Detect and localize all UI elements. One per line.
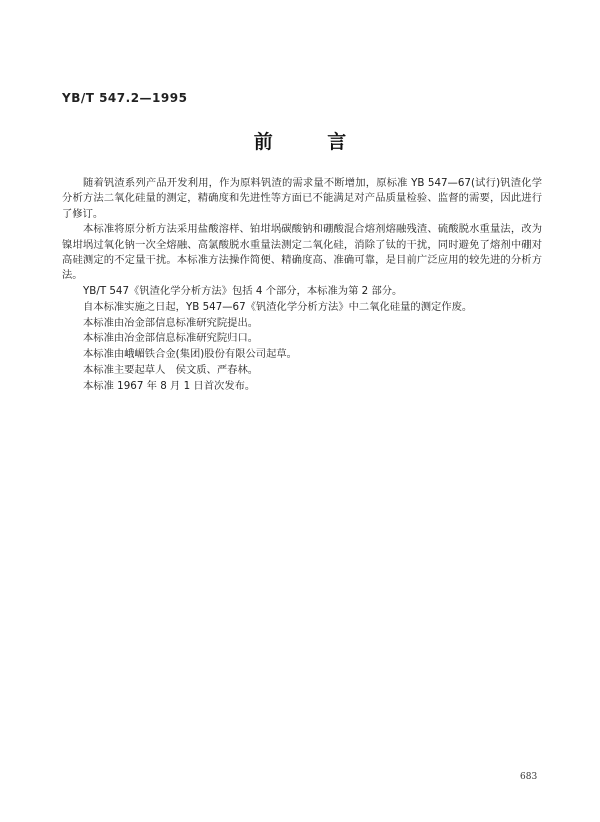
paragraph: 本标准由峨嵋铁合金(集团)股份有限公司起草。 bbox=[83, 348, 297, 361]
paragraph: 本标准 1967 年 8 月 1 日首次发布。 bbox=[83, 379, 256, 392]
paragraph: 随着钒渣系列产品开发利用，作为原料钒渣的需求量不断增加，原标准 YB 547—67(试行)钒渣化学分析方法二氧化硅量的测定，精确度和先进性等方面已不能满足对产品质量检验、监督的需要，因此进行了修订。 bbox=[62, 177, 542, 220]
page-number: 683 bbox=[520, 772, 538, 782]
paragraph: YB/T 547《钒渣化学分析方法》包括 4 个部分，本标准为第 2 部分。 bbox=[83, 285, 403, 298]
paragraph: 本标准由冶金部信息标准研究院提出。 bbox=[83, 316, 259, 329]
paragraph: 本标准将原分析方法采用盐酸溶样、铂坩埚碳酸钠和硼酸混合熔剂熔融残渣、硫酸脱水重量法，改为镍坩埚过氧化钠一次全熔融、高氯酸脱水重量法测定二氧化硅，消除了钛的干扰，同时避免了熔剂中硼对高硅测定的不定量干扰。本标准方法操作简便、精确度高、准确可靠，是目前广泛应用的较先进的分析方法。 bbox=[62, 223, 542, 282]
page-title: 前 言 bbox=[253, 131, 371, 153]
standard-code: YB/T 547.2—1995 bbox=[62, 91, 188, 105]
paragraph: 本标准主要起草人 侯文质、严春林。 bbox=[83, 364, 259, 377]
paragraph: 本标准由冶金部信息标准研究院归口。 bbox=[83, 332, 259, 345]
foreword-body bbox=[62, 176, 542, 395]
paragraph: 自本标准实施之日起，YB 547—67《钒渣化学分析方法》中二氧化硅量的测定作废。 bbox=[83, 300, 473, 313]
